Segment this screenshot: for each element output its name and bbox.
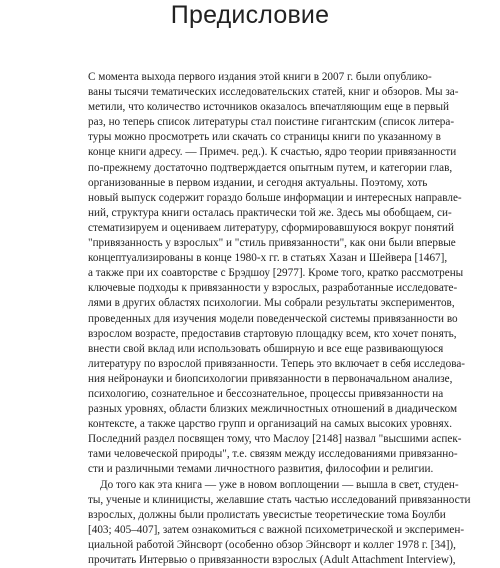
text-line: лями в других областях психологии. Мы собрали результаты экспериментов, [88, 297, 455, 310]
text-line: а также при их соавторстве с Брэдшоу [2977]. Кроме того, кратко рассмотрены [88, 267, 464, 280]
text-line: внести свой вклад или использовать обширную и все еще развивающуюся [88, 342, 444, 355]
text-line: ты, ученые и клиницисты, желавшие стать частью исследований привязанности [88, 493, 471, 506]
text-line: проведенных для изучения модели поведенческой системы привязанности во [88, 312, 458, 325]
paragraph-1 [88, 70, 466, 478]
text-line: ний, структура книги осталась практически той же. Здесь мы обобщаем, си- [88, 206, 452, 219]
page-title: Предисловие [170, 1, 330, 29]
text-line: ния нейронауки и биопсихологии привязанности в первоначальном анализе, [88, 372, 453, 385]
text-line: ваны тысячи тематических исследовательских статей, книг и обзоров. Мы за- [88, 86, 459, 99]
text-line: метили, что количество источников оказалось впечатляющим еще в первый [88, 101, 450, 114]
text-line: сти и различными темами личностного развития, философии и религии. [88, 463, 434, 476]
document-body [88, 70, 471, 568]
text-line: ключевые подходы к привязанности у взрослых, разработанные исследовате- [88, 282, 458, 295]
text-line: контексте, а также царство групп и организаций на самых высоких уровнях. [88, 418, 453, 431]
text-line: До того как эта книга — уже в новом воплощении — вышла в свет, студен- [100, 478, 459, 491]
text-line: циальной работой Эйнсворт (особенно обзор Эйнсворт и коллег 1978 г. [34]), [88, 538, 456, 551]
text-line: по-прежнему достаточно подтверждается опытным путем, и категории глав, [88, 161, 453, 174]
text-line: стематизируем и оцениваем литературу, сформировавшуюся вокруг понятий [88, 221, 455, 234]
text-line: [403; 405–407], затем ознакомиться с важной психометрической и эксперимен- [88, 523, 465, 536]
text-line: туры можно просмотреть или скачать со страницы книги по указанному в [88, 131, 441, 144]
text-line: разных уровнях, области близких межличностных отношений в диадическом [88, 403, 458, 416]
text-line: новый выпуск содержит гораздо больше информации и интересных направле- [88, 191, 462, 204]
text-line: литературу по взрослой привязанности. Теперь это включает в себя исследова- [88, 357, 466, 370]
text-line: конце книги адресу. — Примеч. ред.). К счастью, ядро теории привязанности [88, 146, 457, 159]
text-line: прочитать Интервью о привязанности взрослых (Adult Attachment Interview), [88, 554, 456, 566]
text-line: взрослых, должны были пролистать увесистые теоретические тома Боулби [88, 508, 446, 521]
paragraph-2 [88, 478, 471, 568]
text-line: С момента выхода первого издания этой книги в 2007 г. были опублико- [88, 71, 432, 83]
text-line: психологию, сознательное и бессознательное, процессы привязанности на [88, 387, 444, 400]
text-line: Последний раздел посвящен тому, что Маслоу [2148] назвал "высшими аспек- [88, 433, 462, 446]
text-line: взрослом возрасте, предоставив стартовую площадку всем, кто хочет понять, [88, 327, 457, 340]
text-line: раз, но теперь список литературы стал поистине гигантским (список литера- [88, 116, 455, 129]
text-line: тами человеческой природы", т.е. связям между исследованиями привязанно- [88, 448, 458, 461]
text-line: концептуализированы в конце 1980-х гг. в статьях Хазан и Шейвера [1467], [88, 252, 448, 265]
text-line: организованные в первом издании, и сегодня актуальны. Поэтому, хоть [88, 176, 428, 189]
text-line: "привязанность у взрослых" и "стиль привязанности", как они были впервые [88, 237, 456, 250]
